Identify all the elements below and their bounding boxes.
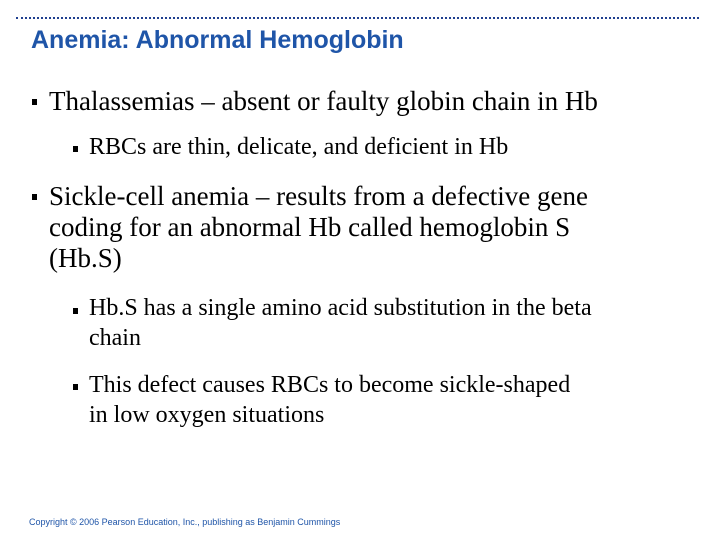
bullet-marker [73, 384, 78, 390]
subbullet-defect-line-1: This defect causes RBCs to become sickle-shaped [89, 372, 571, 398]
title-divider [16, 17, 699, 19]
bullet-marker [73, 146, 78, 152]
subbullet-rbcs-thin: RBCs are thin, delicate, and deficient in Hb [89, 134, 509, 160]
bullet-marker [32, 194, 37, 200]
bullet-thalassemias: Thalassemias – absent or faulty globin chain in Hb [49, 86, 598, 116]
bullet-sickle-cell-line-3: (Hb.S) [49, 243, 122, 273]
subbullet-hbs-line-2: chain [89, 325, 141, 351]
copyright-footer: Copyright © 2006 Pearson Education, Inc., publishing as Benjamin Cummings [29, 517, 341, 527]
bullet-marker [73, 308, 78, 314]
bullet-marker [32, 99, 37, 105]
slide-title: Anemia: Abnormal Hemoglobin [31, 26, 404, 54]
bullet-sickle-cell-line-2: coding for an abnormal Hb called hemoglobin S [49, 212, 571, 242]
subbullet-defect-line-2: in low oxygen situations [89, 402, 325, 428]
bullet-sickle-cell-line-1: Sickle-cell anemia – results from a defective gene [49, 181, 589, 211]
subbullet-hbs-line-1: Hb.S has a single amino acid substitution in the beta [89, 295, 592, 321]
